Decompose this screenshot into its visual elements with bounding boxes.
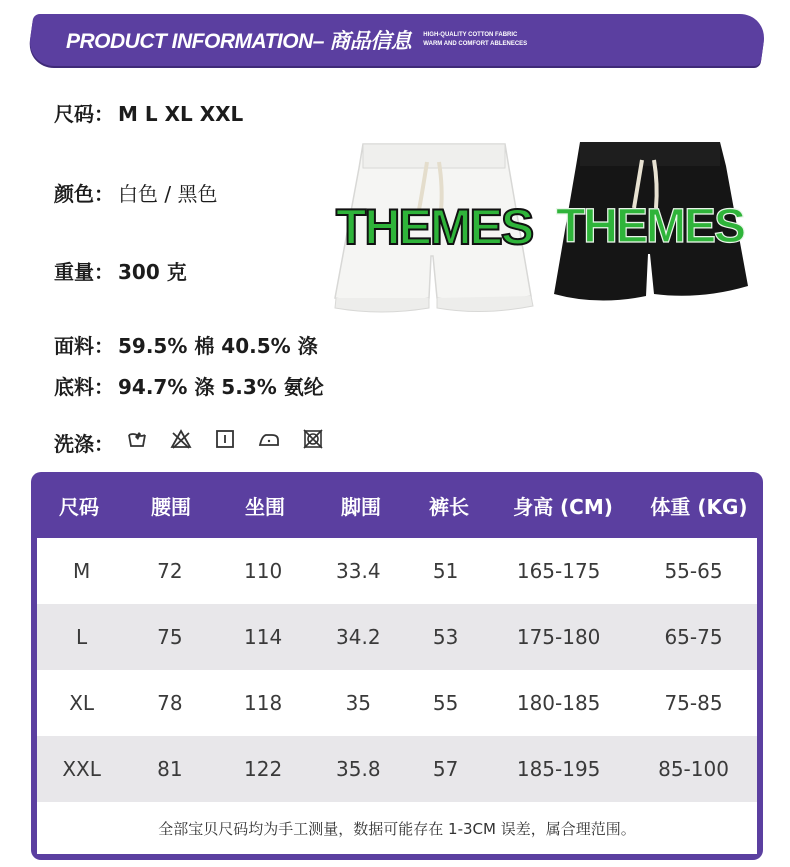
- table-cell: 165-175: [516, 559, 601, 583]
- color-value: 白色 / 黑色: [118, 182, 218, 206]
- measurement-note: 全部宝贝尺码均为手工测量，数据可能存在 1-3CM 误差，属合理范围。: [158, 819, 636, 838]
- white-shorts-image: [333, 138, 535, 326]
- table-cell: M: [72, 559, 91, 583]
- table-row: [37, 604, 757, 670]
- wash-label: 洗涤：: [54, 432, 114, 456]
- table-cell: 35: [345, 691, 372, 715]
- header-content: [66, 14, 527, 66]
- header-subtitle-line2: WARM AND COMFORT ABLENECES: [423, 41, 528, 47]
- base-fabric-row: [54, 371, 324, 400]
- table-cell: 78: [157, 691, 183, 715]
- table-cell: 57: [432, 757, 459, 781]
- header-subtitle: [423, 31, 527, 49]
- table-row: [37, 670, 757, 736]
- table-cell: 75-85: [664, 691, 723, 715]
- table-cell: 85-100: [658, 757, 729, 781]
- wash-icons: [126, 428, 324, 450]
- weight-label: 重量：: [54, 260, 114, 284]
- black-shorts-image: [550, 138, 752, 326]
- table-cell: 65-75: [664, 625, 723, 649]
- table-cell: 122: [244, 757, 283, 781]
- black-shorts-print: THEMES: [555, 200, 745, 253]
- color-label: 颜色：: [54, 182, 114, 206]
- color-row: [54, 178, 217, 207]
- fabric-row: [54, 330, 318, 359]
- table-cell: XXL: [62, 757, 101, 781]
- table-header: [31, 472, 763, 538]
- table-cell: 118: [244, 691, 283, 715]
- size-table: [31, 472, 763, 860]
- fabric-label: 面料：: [54, 334, 114, 358]
- base-fabric-label: 底料：: [54, 375, 114, 399]
- fabric-value: 59.5% 棉 40.5% 涤: [118, 334, 318, 358]
- table-cell: 35.8: [336, 757, 381, 781]
- white-shorts-print: THEMES: [335, 199, 533, 255]
- hand-wash-icon: [126, 428, 148, 450]
- header-hip: 坐围: [245, 494, 285, 519]
- table-cell: 51: [432, 559, 459, 583]
- table-cell: 114: [244, 625, 283, 649]
- iron-low-icon: [258, 428, 280, 450]
- table-cell: 55-65: [664, 559, 723, 583]
- table-body: [37, 538, 757, 854]
- table-cell: 110: [244, 559, 283, 583]
- table-cell: 33.4: [336, 559, 381, 583]
- size-value: M L XL XXL: [118, 102, 244, 126]
- do-not-tumble-dry-icon: [302, 428, 324, 450]
- do-not-bleach-icon: [170, 428, 192, 450]
- size-row: [54, 98, 243, 127]
- header-length: 裤长: [429, 494, 469, 519]
- size-label: 尺码：: [54, 102, 114, 126]
- weight-row: [54, 256, 187, 285]
- table-cell: 34.2: [336, 625, 381, 649]
- header-subtitle-line1: HIGH-QUALITY COTTON FABRIC: [423, 32, 518, 38]
- table-cell: 53: [432, 625, 459, 649]
- line-dry-icon: [214, 428, 236, 450]
- table-cell: 175-180: [516, 625, 601, 649]
- base-fabric-value: 94.7% 涤 5.3% 氨纶: [118, 375, 324, 399]
- table-cell: 180-185: [516, 691, 601, 715]
- table-cell: 75: [157, 625, 183, 649]
- weight-value: 300 克: [118, 260, 187, 284]
- table-cell: 185-195: [516, 757, 601, 781]
- page-title: PRODUCT INFORMATION– 商品信息: [66, 30, 412, 53]
- header-waist: 腰围: [151, 494, 191, 519]
- header-height: 身高 (CM): [513, 494, 613, 519]
- table-cell: 81: [157, 757, 183, 781]
- header-size: 尺码: [59, 494, 99, 519]
- table-cell: 55: [432, 691, 459, 715]
- header-weight: 体重 (KG): [650, 494, 748, 519]
- table-cell: L: [76, 625, 88, 649]
- wash-row: [54, 428, 114, 457]
- header-leg-opening: 脚围: [341, 494, 381, 519]
- table-cell: XL: [69, 691, 95, 715]
- table-row: [37, 538, 757, 604]
- table-row: [37, 736, 757, 802]
- table-cell: 72: [157, 559, 183, 583]
